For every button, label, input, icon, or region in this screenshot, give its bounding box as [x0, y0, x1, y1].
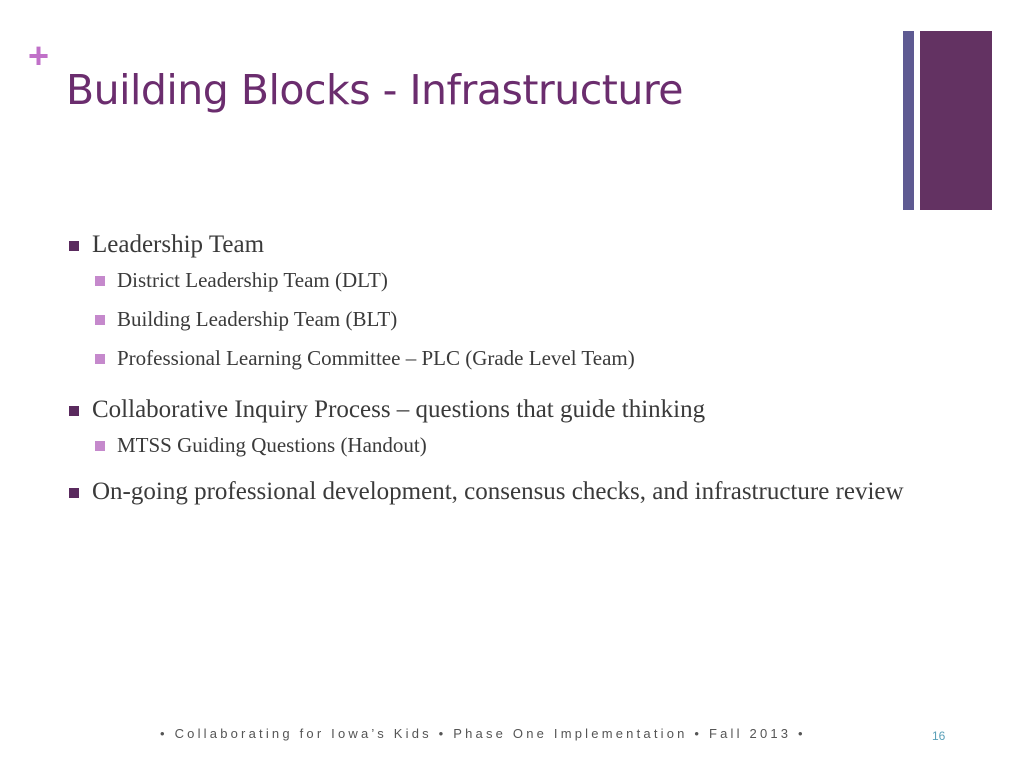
sub-bullet-text: Professional Learning Committee – PLC (Grade Level Team)	[117, 346, 635, 370]
plus-icon: +	[28, 35, 50, 76]
sub-bullet-text: Building Leadership Team (BLT)	[117, 307, 398, 331]
square-bullet-icon	[95, 315, 105, 325]
slide-body	[66, 228, 906, 509]
accent-bar-thin	[903, 31, 914, 210]
square-bullet-icon	[69, 241, 79, 251]
square-bullet-icon	[69, 406, 79, 416]
bullet-text: On-going professional development, consensus checks, and infrastructure review	[92, 478, 904, 505]
square-bullet-icon	[95, 354, 105, 364]
slide-footer: • Collaborating for Iowa’s Kids • Phase One Implementation • Fall 2013 •	[160, 726, 806, 741]
square-bullet-icon	[95, 276, 105, 286]
accent-bar-thick	[920, 31, 992, 210]
bullet-text: Collaborative Inquiry Process – questions that guide thinking	[92, 396, 706, 423]
bullet-text: Leadership Team	[92, 231, 265, 258]
square-bullet-icon	[69, 488, 79, 498]
sub-bullet-text: MTSS Guiding Questions (Handout)	[117, 433, 427, 457]
sub-bullet-text: District Leadership Team (DLT)	[117, 268, 388, 292]
sub-bullet-item	[66, 430, 906, 460]
sub-bullet-item	[66, 343, 906, 373]
bullet-item	[66, 393, 906, 427]
slide-title: Building Blocks - Infrastructure	[66, 66, 684, 114]
sub-bullet-item	[66, 304, 906, 334]
page-number: 16	[932, 729, 946, 743]
sub-bullet-item	[66, 265, 906, 295]
bullet-item	[66, 228, 906, 262]
bullet-item	[66, 475, 906, 509]
square-bullet-icon	[95, 441, 105, 451]
